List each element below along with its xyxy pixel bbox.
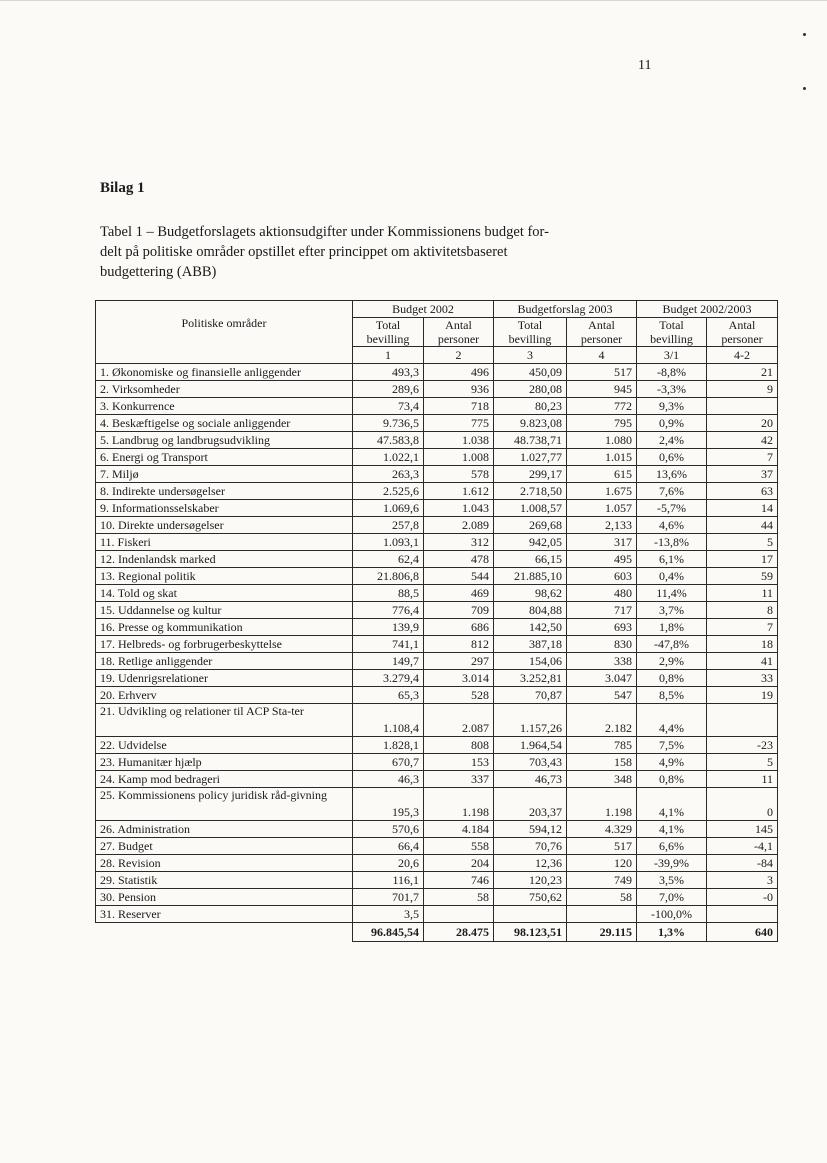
persons-2003-cell: 517 [567,364,637,381]
persons-2003-cell: 749 [567,872,637,889]
page-number: 11 [638,58,652,73]
change-pct-cell: 9,3% [637,398,707,415]
persons-diff-cell: 21 [707,364,778,381]
persons-2003-cell: 1.015 [567,449,637,466]
budget-2003-cell: 942,05 [494,534,567,551]
budget-2003-cell: 21.885,10 [494,568,567,585]
budget-2002-cell: 670,7 [353,754,424,771]
table-row [96,483,778,500]
persons-2002-cell: 1.043 [424,500,494,517]
budget-2002-cell: 47.583,8 [353,432,424,449]
caption-line: delt på politiske områder opstillet efter princippet om aktivitetsbaseret [100,244,508,260]
table-row [96,415,778,432]
change-pct-cell: 4,4% [637,704,707,737]
persons-diff-cell: 33 [707,670,778,687]
budget-2003-cell: 450,09 [494,364,567,381]
persons-2003-cell: 1.057 [567,500,637,517]
persons-diff-cell: 44 [707,517,778,534]
total-diff: 640 [707,923,778,942]
budget-2003-cell: 12,36 [494,855,567,872]
persons-2002-cell: 812 [424,636,494,653]
scan-edge-line [0,0,827,1]
budget-2003-cell: 203,37 [494,788,567,821]
persons-2003-cell: 480 [567,585,637,602]
change-pct-cell: 7,0% [637,889,707,906]
table-row [96,636,778,653]
persons-2002-cell: 204 [424,855,494,872]
budget-2003-cell: 3.252,81 [494,670,567,687]
change-pct-cell: 8,5% [637,687,707,704]
budget-2003-cell: 280,08 [494,381,567,398]
budget-2002-cell: 46,3 [353,771,424,788]
area-cell: 27. Budget [96,838,353,855]
budget-2002-cell: 3.279,4 [353,670,424,687]
area-cell: 6. Energi og Transport [96,449,353,466]
budget-2003-cell: 46,73 [494,771,567,788]
area-cell: 26. Administration [96,821,353,838]
area-cell: 18. Retlige anliggender [96,653,353,670]
budget-2002-cell: 741,1 [353,636,424,653]
scan-speck [803,33,806,36]
persons-2002-cell: 1.612 [424,483,494,500]
persons-diff-cell: 37 [707,466,778,483]
budget-2002-cell: 9.736,5 [353,415,424,432]
persons-2002-cell: 578 [424,466,494,483]
table-row [96,855,778,872]
budget-2003-cell: 299,17 [494,466,567,483]
budget-2003-cell: 98,62 [494,585,567,602]
area-cell: 19. Udenrigsrelationer [96,670,353,687]
persons-diff-cell: 145 [707,821,778,838]
budget-2003-cell: 120,23 [494,872,567,889]
budget-2002-cell: 195,3 [353,788,424,821]
table-row [96,466,778,483]
table-row [96,704,778,737]
persons-2002-cell: 1.038 [424,432,494,449]
change-pct-cell: 4,9% [637,754,707,771]
persons-2003-cell: 785 [567,737,637,754]
area-cell: 10. Direkte undersøgelser [96,517,353,534]
persons-diff-cell: -84 [707,855,778,872]
col-number: 4 [567,347,637,364]
persons-diff-cell: 7 [707,449,778,466]
budget-2002-cell: 1.069,6 [353,500,424,517]
budget-2003-cell: 1.157,26 [494,704,567,737]
budget-2003-cell: 804,88 [494,602,567,619]
table-row [96,432,778,449]
total-spacer [96,923,353,942]
header-budget-2002-2003: Budget 2002/2003 [637,301,778,318]
total-b2003: 98.123,51 [494,923,567,942]
persons-diff-cell: 3 [707,872,778,889]
budget-2002-cell: 139,9 [353,619,424,636]
header-budgetforslag-2003: Budgetforslag 2003 [494,301,637,318]
table-row [96,754,778,771]
scan-speck [803,87,806,90]
area-cell: 17. Helbreds- og forbrugerbeskyttelse [96,636,353,653]
persons-2003-cell: 830 [567,636,637,653]
persons-2003-cell: 945 [567,381,637,398]
total-row [96,923,778,942]
header-sub: Total bevilling [494,318,567,347]
area-cell: 24. Kamp mod bedrageri [96,771,353,788]
table-row [96,398,778,415]
table-row [96,889,778,906]
budget-2002-cell: 73,4 [353,398,424,415]
table-row [96,788,778,821]
budget-2002-cell: 21.806,8 [353,568,424,585]
persons-2003-cell: 58 [567,889,637,906]
persons-2003-cell: 615 [567,466,637,483]
persons-diff-cell: 9 [707,381,778,398]
area-cell: 7. Miljø [96,466,353,483]
header-group-row [96,301,778,318]
change-pct-cell: 0,4% [637,568,707,585]
area-cell: 4. Beskæftigelse og sociale anliggender [96,415,353,432]
change-pct-cell: 3,5% [637,872,707,889]
persons-2002-cell: 4.184 [424,821,494,838]
budget-2003-cell: 48.738,71 [494,432,567,449]
budget-2003-cell: 80,23 [494,398,567,415]
persons-2002-cell: 153 [424,754,494,771]
persons-2002-cell: 1.198 [424,788,494,821]
budget-2002-cell: 493,3 [353,364,424,381]
persons-diff-cell [707,906,778,923]
total-b2002: 96.845,54 [353,923,424,942]
budget-2003-cell: 66,15 [494,551,567,568]
budget-2003-cell: 703,43 [494,754,567,771]
persons-diff-cell: 18 [707,636,778,653]
persons-diff-cell: 0 [707,788,778,821]
budget-2002-cell: 2.525,6 [353,483,424,500]
persons-2002-cell: 297 [424,653,494,670]
total-pct: 1,3% [637,923,707,942]
header-sub: Total bevilling [637,318,707,347]
budget-2002-cell: 62,4 [353,551,424,568]
change-pct-cell: 4,6% [637,517,707,534]
table-body [96,364,778,923]
persons-2002-cell: 528 [424,687,494,704]
persons-diff-cell [707,398,778,415]
budget-2002-cell: 257,8 [353,517,424,534]
budget-2003-cell: 70,87 [494,687,567,704]
persons-diff-cell: 63 [707,483,778,500]
table-row [96,838,778,855]
persons-2003-cell: 693 [567,619,637,636]
area-cell: 5. Landbrug og landbrugsudvikling [96,432,353,449]
budget-2002-cell: 1.828,1 [353,737,424,754]
area-cell: 21. Udvikling og relationer til ACP Sta-ter [96,704,353,737]
budget-2003-cell: 142,50 [494,619,567,636]
area-cell: 23. Humanitær hjælp [96,754,353,771]
budget-2002-cell: 65,3 [353,687,424,704]
budget-2003-cell: 70,76 [494,838,567,855]
header-budget-2002: Budget 2002 [353,301,494,318]
area-cell: 20. Erhverv [96,687,353,704]
header-sub: Antal personer [567,318,637,347]
table-row [96,670,778,687]
area-cell: 25. Kommissionens policy juridisk råd-givning [96,788,353,821]
persons-2003-cell: 795 [567,415,637,432]
change-pct-cell: -8,8% [637,364,707,381]
area-cell: 15. Uddannelse og kultur [96,602,353,619]
persons-diff-cell: 20 [707,415,778,432]
persons-diff-cell: -23 [707,737,778,754]
appendix-title: Bilag 1 [100,180,145,196]
table-row [96,517,778,534]
table-row [96,381,778,398]
persons-diff-cell: 19 [707,687,778,704]
persons-2002-cell: 58 [424,889,494,906]
budget-2002-cell: 116,1 [353,872,424,889]
persons-diff-cell: 5 [707,534,778,551]
col-number: 4-2 [707,347,778,364]
change-pct-cell: 0,8% [637,670,707,687]
persons-2002-cell: 936 [424,381,494,398]
persons-2003-cell: 1.675 [567,483,637,500]
change-pct-cell: 7,6% [637,483,707,500]
persons-diff-cell: 11 [707,585,778,602]
budget-2002-cell: 3,5 [353,906,424,923]
area-cell: 14. Told og skat [96,585,353,602]
area-cell: 22. Udvidelse [96,737,353,754]
budget-2002-cell: 1.093,1 [353,534,424,551]
persons-2003-cell: 495 [567,551,637,568]
budget-2002-cell: 701,7 [353,889,424,906]
budget-2003-cell: 1.008,57 [494,500,567,517]
persons-2002-cell: 718 [424,398,494,415]
area-cell: 9. Informationsselskaber [96,500,353,517]
persons-2003-cell: 1.198 [567,788,637,821]
persons-2002-cell: 544 [424,568,494,585]
persons-2003-cell [567,906,637,923]
change-pct-cell: 4,1% [637,788,707,821]
persons-2002-cell: 3.014 [424,670,494,687]
persons-2003-cell: 517 [567,838,637,855]
persons-2002-cell: 686 [424,619,494,636]
col-number: 1 [353,347,424,364]
table-row [96,653,778,670]
persons-2003-cell: 603 [567,568,637,585]
caption-line: Tabel 1 – Budgetforslagets aktionsudgifter under Kommissionens budget for- [100,224,549,240]
table-row [96,551,778,568]
budget-2002-cell: 66,4 [353,838,424,855]
budget-2002-cell: 20,6 [353,855,424,872]
persons-2002-cell: 1.008 [424,449,494,466]
budget-2003-cell: 387,18 [494,636,567,653]
persons-diff-cell: -0 [707,889,778,906]
col-number: 2 [424,347,494,364]
persons-2002-cell: 808 [424,737,494,754]
change-pct-cell: 2,9% [637,653,707,670]
persons-2003-cell: 317 [567,534,637,551]
table-caption [100,222,660,282]
persons-diff-cell [707,704,778,737]
header-sub: Antal personer [707,318,778,347]
persons-2003-cell: 717 [567,602,637,619]
area-cell: 3. Konkurrence [96,398,353,415]
area-cell: 12. Indenlandsk marked [96,551,353,568]
budget-2003-cell: 154,06 [494,653,567,670]
persons-2002-cell: 746 [424,872,494,889]
area-cell: 31. Reserver [96,906,353,923]
budget-2002-cell: 1.108,4 [353,704,424,737]
persons-2002-cell: 496 [424,364,494,381]
persons-diff-cell: 5 [707,754,778,771]
budget-2002-cell: 88,5 [353,585,424,602]
header-sub: Total bevilling [353,318,424,347]
persons-2002-cell: 558 [424,838,494,855]
persons-2002-cell: 337 [424,771,494,788]
persons-2003-cell: 120 [567,855,637,872]
budget-2002-cell: 149,7 [353,653,424,670]
table-row [96,737,778,754]
persons-2003-cell: 338 [567,653,637,670]
persons-2003-cell: 2,133 [567,517,637,534]
budget-2002-cell: 263,3 [353,466,424,483]
change-pct-cell: 11,4% [637,585,707,602]
change-pct-cell: -13,8% [637,534,707,551]
table-row [96,619,778,636]
table-row [96,872,778,889]
change-pct-cell: -100,0% [637,906,707,923]
persons-diff-cell: 41 [707,653,778,670]
area-cell: 8. Indirekte undersøgelser [96,483,353,500]
table-row [96,500,778,517]
change-pct-cell: -5,7% [637,500,707,517]
persons-2002-cell: 709 [424,602,494,619]
change-pct-cell: 0,9% [637,415,707,432]
change-pct-cell: -3,3% [637,381,707,398]
persons-2002-cell: 2.089 [424,517,494,534]
area-cell: 30. Pension [96,889,353,906]
col-number: 3/1 [637,347,707,364]
change-pct-cell: 3,7% [637,602,707,619]
table-row [96,906,778,923]
area-cell: 13. Regional politik [96,568,353,585]
budget-2003-cell: 1.964,54 [494,737,567,754]
change-pct-cell: 13,6% [637,466,707,483]
change-pct-cell: 2,4% [637,432,707,449]
persons-2003-cell: 1.080 [567,432,637,449]
budget-2002-cell: 776,4 [353,602,424,619]
budget-2003-cell: 1.027,77 [494,449,567,466]
area-cell: 28. Revision [96,855,353,872]
persons-diff-cell: 14 [707,500,778,517]
persons-2002-cell: 469 [424,585,494,602]
persons-diff-cell: 8 [707,602,778,619]
area-cell: 1. Økonomiske og finansielle anliggender [96,364,353,381]
persons-2003-cell: 547 [567,687,637,704]
change-pct-cell: 0,6% [637,449,707,466]
persons-diff-cell: 42 [707,432,778,449]
persons-diff-cell: 59 [707,568,778,585]
persons-2002-cell: 312 [424,534,494,551]
persons-2003-cell: 158 [567,754,637,771]
caption-line: budgettering (ABB) [100,264,217,280]
budget-2002-cell: 1.022,1 [353,449,424,466]
change-pct-cell: 6,1% [637,551,707,568]
budget-2002-cell: 289,6 [353,381,424,398]
budget-2003-cell: 2.718,50 [494,483,567,500]
col-number: 3 [494,347,567,364]
persons-2003-cell: 772 [567,398,637,415]
change-pct-cell: -47,8% [637,636,707,653]
table-row [96,449,778,466]
persons-2003-cell: 2.182 [567,704,637,737]
persons-diff-cell: 17 [707,551,778,568]
persons-2002-cell [424,906,494,923]
change-pct-cell: 0,8% [637,771,707,788]
change-pct-cell: 6,6% [637,838,707,855]
persons-2003-cell: 4.329 [567,821,637,838]
header-sub: Antal personer [424,318,494,347]
persons-2003-cell: 3.047 [567,670,637,687]
table-row [96,687,778,704]
area-cell: 16. Presse og kommunikation [96,619,353,636]
persons-2002-cell: 2.087 [424,704,494,737]
table-row [96,821,778,838]
table-row [96,771,778,788]
area-cell: 2. Virksomheder [96,381,353,398]
budget-2003-cell: 269,68 [494,517,567,534]
change-pct-cell: 4,1% [637,821,707,838]
change-pct-cell: 7,5% [637,737,707,754]
total-p2003: 29.115 [567,923,637,942]
change-pct-cell: -39,9% [637,855,707,872]
area-cell: 11. Fiskeri [96,534,353,551]
persons-diff-cell: 7 [707,619,778,636]
change-pct-cell: 1,8% [637,619,707,636]
persons-2002-cell: 478 [424,551,494,568]
header-area: Politiske områder [96,301,353,364]
area-cell: 29. Statistik [96,872,353,889]
budget-2003-cell: 594,12 [494,821,567,838]
table-row [96,585,778,602]
budget-2002-cell: 570,6 [353,821,424,838]
persons-2003-cell: 348 [567,771,637,788]
table-row [96,534,778,551]
table-row [96,364,778,381]
total-p2002: 28.475 [424,923,494,942]
table-row [96,568,778,585]
persons-2002-cell: 775 [424,415,494,432]
persons-diff-cell: -4,1 [707,838,778,855]
budget-2003-cell [494,906,567,923]
persons-diff-cell: 11 [707,771,778,788]
budget-2003-cell: 750,62 [494,889,567,906]
budget-table [95,300,778,942]
table-row [96,602,778,619]
budget-2003-cell: 9.823,08 [494,415,567,432]
